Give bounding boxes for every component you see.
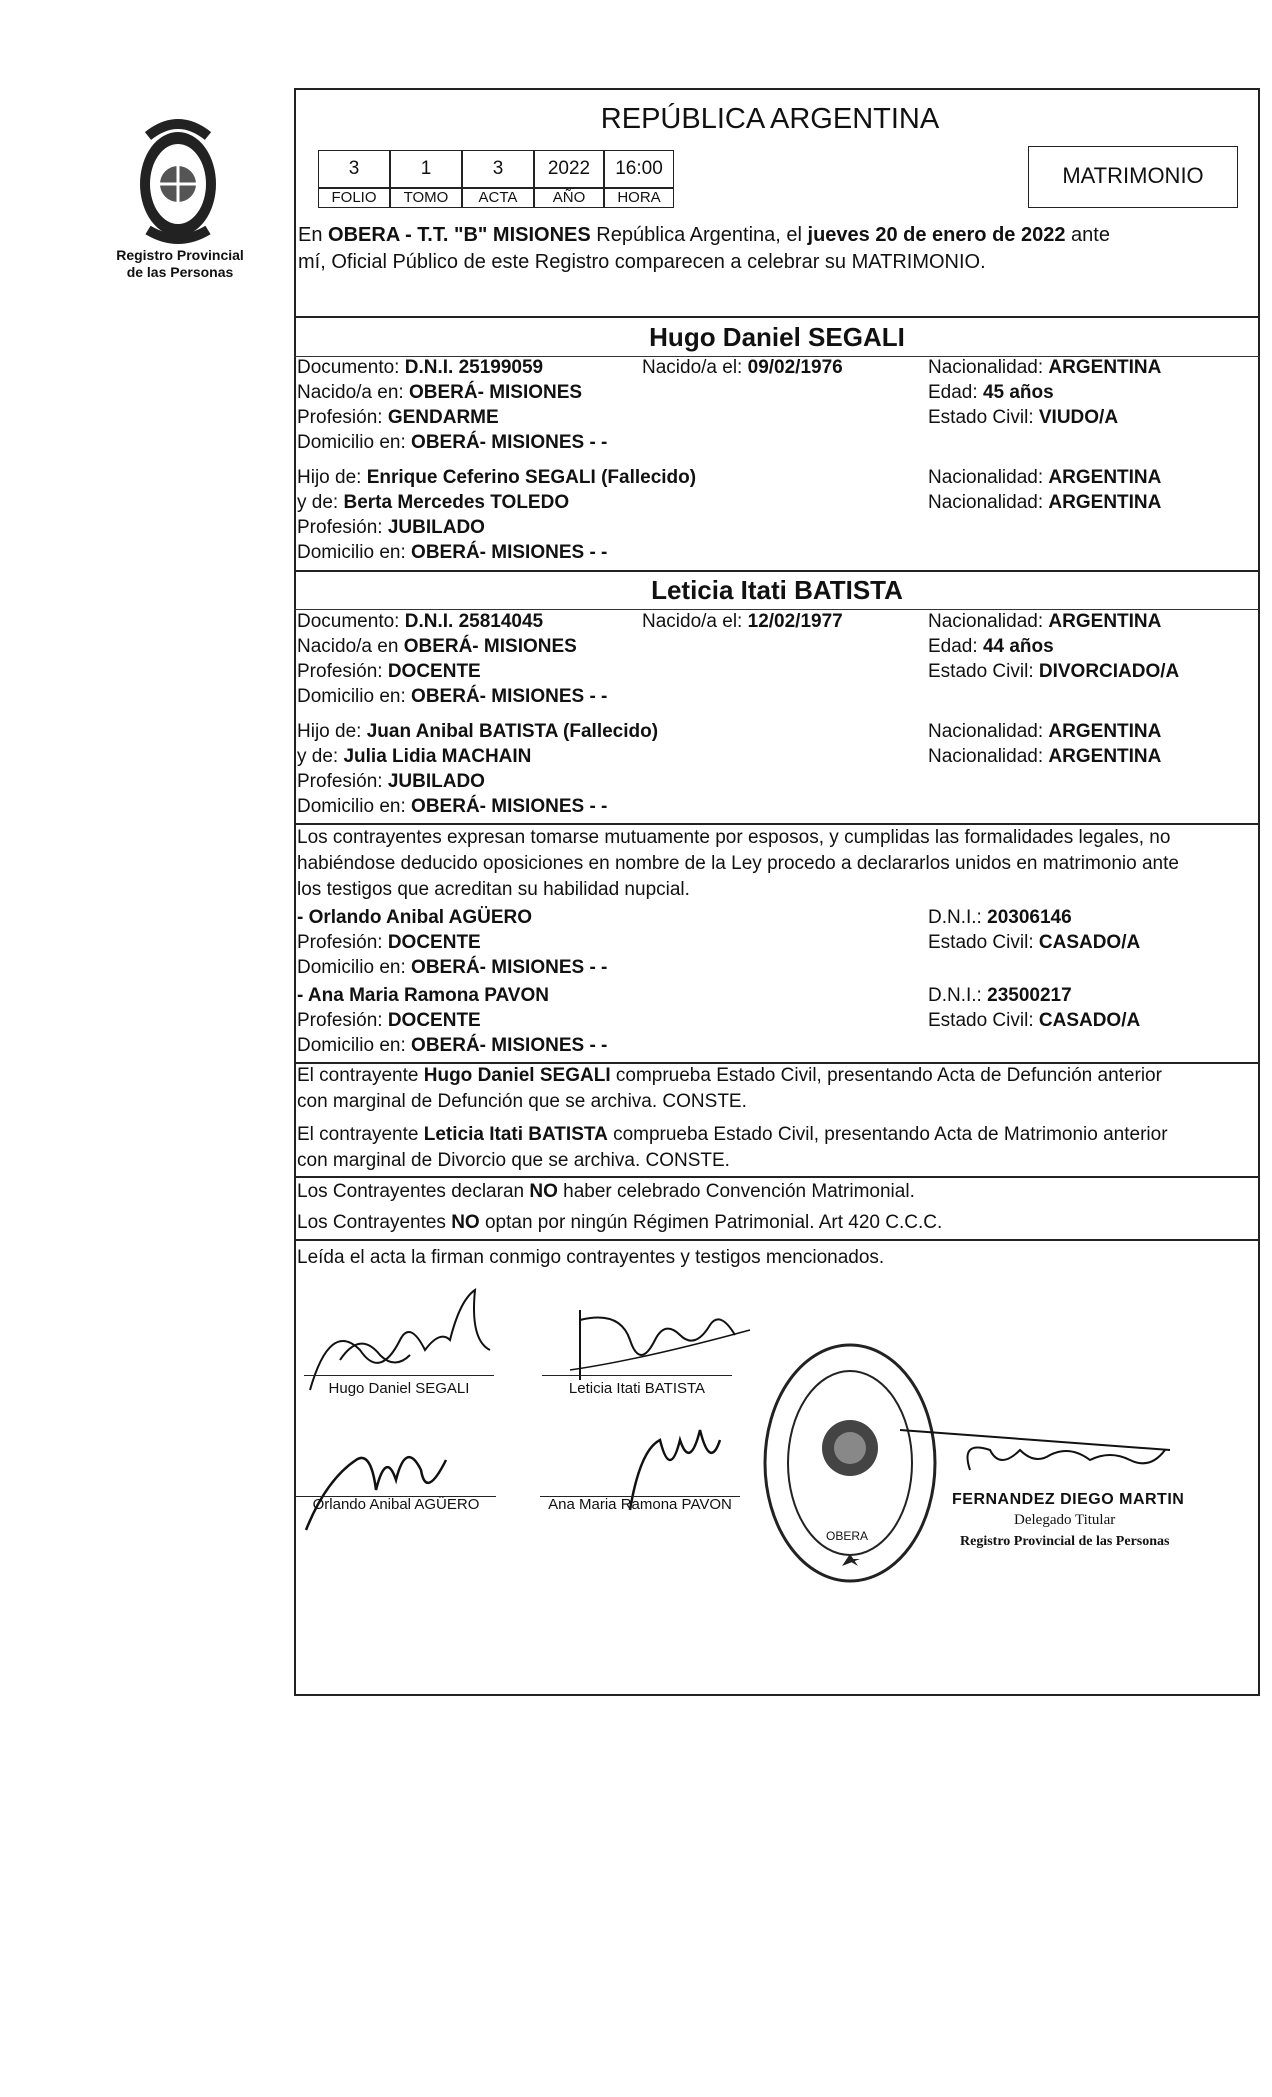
label: Nacionalidad: [928, 357, 1049, 378]
emphasis: NO [451, 1212, 480, 1233]
label: Documento: [297, 357, 405, 378]
label: Profesión: [297, 771, 388, 792]
value: OBERÁ- MISIONES [403, 636, 577, 657]
label: Nacido/a en: [297, 382, 409, 403]
witness1-signature-label: Orlando Anibal AGÜERO [312, 1496, 480, 1513]
value: CASADO/A [1038, 932, 1141, 953]
bride-signature-line [542, 1375, 732, 1376]
bride-birthplace [297, 635, 577, 659]
value: CASADO/A [1038, 1010, 1141, 1031]
intro-date: jueves 20 de enero de 2022 [807, 224, 1066, 246]
bride-parents-address [297, 795, 607, 819]
divider [294, 316, 1260, 318]
value: OBERÁ- MISIONES - - [411, 686, 608, 707]
groom-parents-profession [297, 516, 485, 540]
folio-value: 3 [318, 150, 390, 188]
note-1-line-1 [297, 1064, 1162, 1088]
witness1-civil-status [928, 931, 1140, 955]
value: ARGENTINA [1048, 467, 1162, 488]
value: DIVORCIADO/A [1038, 661, 1180, 682]
bride-signature [560, 1280, 760, 1390]
convention-line-2 [297, 1211, 942, 1235]
value: ARGENTINA [1048, 357, 1162, 378]
misiones-seal-icon [128, 112, 228, 242]
label: Nacionalidad: [928, 721, 1049, 742]
label: Edad: [928, 636, 983, 657]
divider [294, 1176, 1260, 1178]
label: Nacionalidad: [928, 492, 1049, 513]
groom-father [297, 466, 696, 490]
bride-address [297, 685, 607, 709]
text: El contrayente [297, 1065, 424, 1086]
bride-profession [297, 660, 481, 684]
value: VIUDO/A [1038, 407, 1119, 428]
hora-value: 16:00 [604, 150, 674, 188]
groom-signature-line [304, 1375, 494, 1376]
intro-text-3: ante [1065, 224, 1110, 246]
value: Juan Anibal BATISTA (Fallecido) [366, 721, 659, 742]
groom-parents-address [297, 541, 607, 565]
bride-birthdate [642, 610, 843, 634]
text: comprueba Estado Civil, presentando Acta de Matrimonio anterior [607, 1124, 1168, 1145]
value: ARGENTINA [1048, 492, 1162, 513]
label: Estado Civil: [928, 407, 1039, 428]
label: Domicilio en: [297, 432, 412, 453]
value: OBERÁ- MISIONES - - [411, 957, 608, 978]
text: Los Contrayentes declaran [297, 1181, 530, 1202]
groom-signature-label: Hugo Daniel SEGALI [328, 1380, 470, 1397]
page-title: REPÚBLICA ARGENTINA [600, 103, 940, 135]
label: Profesión: [297, 407, 388, 428]
witness2-address [297, 1034, 607, 1058]
groom-mother-nationality [928, 491, 1161, 515]
groom-birthplace [297, 381, 582, 405]
bride-age [928, 635, 1054, 659]
witness2-signature-label: Ana Maria Ramona PAVON [548, 1496, 732, 1513]
value: 23500217 [987, 985, 1072, 1006]
label: Documento: [297, 611, 405, 632]
text: haber celebrado Convención Matrimonial. [557, 1181, 915, 1202]
acta-label: ACTA [462, 188, 534, 208]
bride-civil-status [928, 660, 1179, 684]
witness1-signature [296, 1420, 476, 1540]
divider [294, 570, 1260, 572]
value: OBERÁ- MISIONES - - [411, 542, 608, 563]
value: 20306146 [987, 907, 1072, 928]
groom-birthdate [642, 356, 843, 380]
witness2-profession [297, 1009, 481, 1033]
bride-nationality [928, 610, 1161, 634]
acta-value: 3 [462, 150, 534, 188]
witness2-civil-status [928, 1009, 1140, 1033]
value: 45 años [982, 382, 1054, 403]
label: Profesión: [297, 517, 388, 538]
value: ARGENTINA [1048, 611, 1162, 632]
text: Los Contrayentes [297, 1212, 452, 1233]
value: DOCENTE [387, 1010, 481, 1031]
groom-profession [297, 406, 499, 430]
value: DOCENTE [387, 932, 481, 953]
note-2-line-2: con marginal de Divorcio que se archiva. CONSTE. [297, 1150, 730, 1171]
groom-document [297, 356, 543, 380]
label: D.N.I.: [928, 907, 988, 928]
intro-text-2: República Argentina, el [590, 224, 808, 246]
divider [294, 1239, 1260, 1241]
label: Nacido/a el: [642, 611, 748, 632]
logo-line-2: de las Personas [126, 264, 234, 280]
intro-text: En [298, 224, 329, 246]
label: D.N.I.: [928, 985, 988, 1006]
logo-line-1: Registro Provincial [116, 247, 244, 263]
value: JUBILADO [387, 771, 485, 792]
label: y de: [297, 492, 344, 513]
bride-name: Leticia Itati BATISTA [651, 575, 903, 605]
value: GENDARME [387, 407, 499, 428]
tomo-value: 1 [390, 150, 462, 188]
certificate-type-box: MATRIMONIO [1028, 146, 1238, 208]
label: Profesión: [297, 661, 388, 682]
note-1-line-2: con marginal de Defunción que se archiva. CONSTE. [297, 1091, 747, 1112]
bride-document [297, 610, 543, 634]
statement-line-1: Los contrayentes expresan tomarse mutuamente por esposos, y cumplidas las formalidades legales, no [297, 827, 1171, 848]
value: D.N.I. 25199059 [404, 357, 544, 378]
bride-father-nationality [928, 720, 1161, 744]
closing-text: Leída el acta la firman conmigo contrayentes y testigos mencionados. [297, 1247, 885, 1268]
text: comprueba Estado Civil, presentando Acta de Defunción anterior [610, 1065, 1162, 1086]
groom-name: Hugo Daniel SEGALI [649, 322, 905, 352]
bride-father [297, 720, 658, 744]
value: D.N.I. 25814045 [404, 611, 544, 632]
witness2-dni [928, 984, 1072, 1008]
value: 44 años [982, 636, 1054, 657]
convention-line-1 [297, 1180, 915, 1204]
official-title: Delegado Titular [1014, 1512, 1116, 1528]
groom-nationality [928, 356, 1161, 380]
text: El contrayente [297, 1124, 424, 1145]
label: Hijo de: [297, 721, 367, 742]
groom-civil-status [928, 406, 1118, 430]
official-organization: Registro Provincial de las Personas [960, 1534, 1170, 1549]
official-name: FERNANDEZ DIEGO MARTIN [952, 1491, 1185, 1508]
value: Julia Lidia MACHAIN [343, 746, 532, 767]
bride-mother-nationality [928, 745, 1161, 769]
bride-signature-label: Leticia Itati BATISTA [568, 1380, 706, 1397]
intro-line-1 [298, 223, 1110, 247]
label: Domicilio en: [297, 796, 412, 817]
label: y de: [297, 746, 344, 767]
bride-mother [297, 745, 531, 769]
label: Hijo de: [297, 467, 367, 488]
label: Nacido/a en [297, 636, 404, 657]
stamp-center-text: OBERA [826, 1529, 869, 1543]
intro-line-2: mí, Oficial Público de este Registro comparecen a celebrar su MATRIMONIO. [298, 251, 986, 273]
groom-father-nationality [928, 466, 1161, 490]
statement-line-3: los testigos que acreditan su habilidad nupcial. [297, 879, 690, 900]
anio-label: AÑO [534, 188, 604, 208]
value: JUBILADO [387, 517, 485, 538]
label: Nacido/a el: [642, 357, 748, 378]
witness1-address [297, 956, 607, 980]
value: DOCENTE [387, 661, 481, 682]
label: Nacionalidad: [928, 746, 1049, 767]
anio-value: 2022 [534, 150, 604, 188]
groom-age [928, 381, 1054, 405]
label: Nacionalidad: [928, 611, 1049, 632]
hora-label: HORA [604, 188, 674, 208]
name: Leticia Itati BATISTA [423, 1124, 608, 1145]
label: Edad: [928, 382, 983, 403]
bride-parents-profession [297, 770, 485, 794]
groom-address [297, 431, 607, 455]
label: Domicilio en: [297, 542, 412, 563]
value: Enrique Ceferino SEGALI (Fallecido) [366, 467, 697, 488]
tomo-label: TOMO [390, 188, 462, 208]
label: Domicilio en: [297, 686, 412, 707]
statement-line-2: habiéndose deducido oposiciones en nombre de la Ley procedo a declararlos unidos en matrimonio ante [297, 853, 1179, 874]
text: optan por ningún Régimen Patrimonial. Art 420 C.C.C. [479, 1212, 943, 1233]
witness2-name: - Ana Maria Ramona PAVON [297, 985, 549, 1006]
value: ARGENTINA [1048, 746, 1162, 767]
label: Nacionalidad: [928, 467, 1049, 488]
witness1-profession [297, 931, 481, 955]
label: Profesión: [297, 1010, 388, 1031]
value: Berta Mercedes TOLEDO [343, 492, 570, 513]
value: OBERÁ- MISIONES - - [411, 796, 608, 817]
label: Estado Civil: [928, 1010, 1039, 1031]
intro-place: OBERA - T.T. "B" MISIONES [328, 224, 591, 246]
label: Domicilio en: [297, 957, 412, 978]
emphasis: NO [529, 1181, 558, 1202]
value: OBERÁ- MISIONES [408, 382, 583, 403]
value: 09/02/1976 [747, 357, 843, 378]
value: 12/02/1977 [747, 611, 843, 632]
witness1-name: - Orlando Anibal AGÜERO [297, 907, 533, 928]
label: Domicilio en: [297, 1035, 412, 1056]
witness1-dni [928, 906, 1072, 930]
groom-mother [297, 491, 569, 515]
label: Estado Civil: [928, 932, 1039, 953]
divider [294, 823, 1260, 825]
folio-label: FOLIO [318, 188, 390, 208]
value: OBERÁ- MISIONES - - [411, 1035, 608, 1056]
note-2-line-1 [297, 1123, 1168, 1147]
label: Estado Civil: [928, 661, 1039, 682]
name: Hugo Daniel SEGALI [423, 1065, 611, 1086]
value: ARGENTINA [1048, 721, 1162, 742]
label: Profesión: [297, 932, 388, 953]
value: OBERÁ- MISIONES - - [411, 432, 608, 453]
